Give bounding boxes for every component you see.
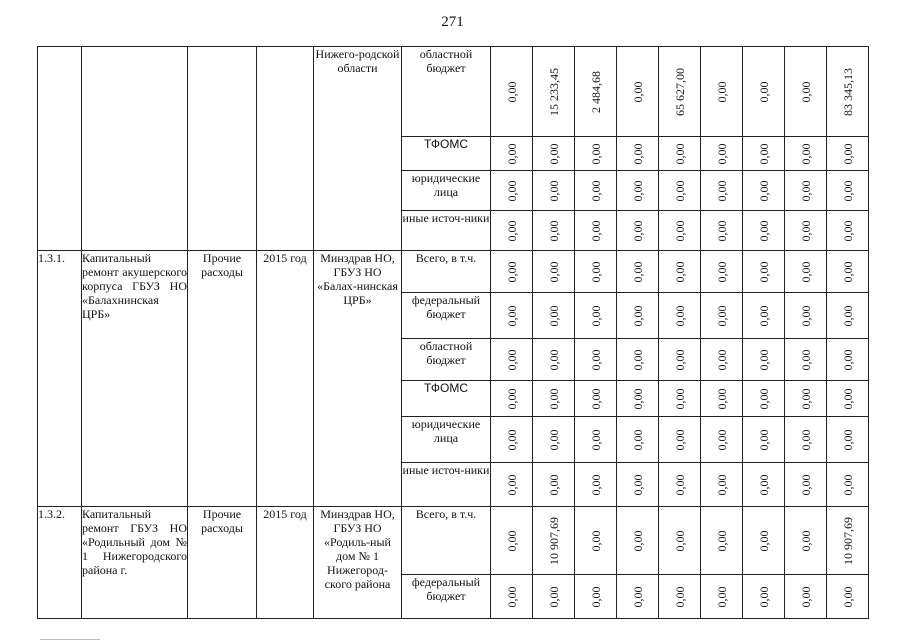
value-cell [659,417,701,463]
value-cell [659,137,701,171]
value-cell [827,339,869,381]
funding-source: федеральный бюджет [402,575,491,619]
value-cell [827,507,869,575]
value-cell [533,339,575,381]
value-text: 0,00 [546,305,561,326]
value-cell [533,507,575,575]
value-text: 0,00 [798,180,813,201]
value-text: 0,00 [504,261,519,282]
value-cell [533,137,575,171]
funding-source: федеральный бюджет [402,293,491,339]
value-text: 0,00 [798,429,813,450]
value-text: 0,00 [840,180,855,201]
funding-source: юридические лица [402,417,491,463]
value-cell [827,293,869,339]
value-text: 0,00 [504,474,519,495]
value-text: 0,00 [546,180,561,201]
funding-source: областной бюджет [402,339,491,381]
value-cell [701,171,743,211]
value-text: 0,00 [840,474,855,495]
value-cell [701,137,743,171]
value-text: 0,00 [756,180,771,201]
cell-number-blank [38,47,82,251]
value-text: 0,00 [672,530,687,551]
value-text: 0,00 [714,586,729,607]
value-cell [659,463,701,507]
value-cell [491,507,533,575]
budget-table [37,46,869,619]
value-text: 0,00 [840,429,855,450]
value-text: 10 907,69 [546,516,561,565]
value-text: 83 345,13 [840,67,855,116]
value-text: 0,00 [588,586,603,607]
value-cell [617,251,659,293]
value-text: 0,00 [672,429,687,450]
value-cell [701,293,743,339]
value-text: 0,00 [756,220,771,241]
value-text: 0,00 [840,586,855,607]
value-text: 0,00 [714,474,729,495]
value-cell [617,417,659,463]
value-text: 0,00 [756,261,771,282]
value-cell [785,211,827,251]
value-text: 0,00 [798,349,813,370]
value-text: 0,00 [546,220,561,241]
value-cell [617,575,659,619]
value-text: 0,00 [504,429,519,450]
value-text: 0,00 [840,261,855,282]
value-text: 0,00 [630,388,645,409]
table-row [38,47,869,137]
value-cell [533,293,575,339]
value-text: 0,00 [630,261,645,282]
value-text: 0,00 [840,349,855,370]
value-text: 0,00 [630,81,645,102]
value-cell [575,339,617,381]
value-cell [491,339,533,381]
value-text: 0,00 [672,349,687,370]
funding-source: иные источ-ники [402,463,491,507]
value-cell [701,47,743,137]
value-text: 0,00 [840,220,855,241]
value-text: 0,00 [672,220,687,241]
value-cell [659,211,701,251]
value-cell [701,575,743,619]
value-cell [617,211,659,251]
value-cell [533,171,575,211]
value-text: 0,00 [504,220,519,241]
value-cell [617,137,659,171]
value-text: 0,00 [588,429,603,450]
value-cell [617,339,659,381]
value-cell [659,507,701,575]
value-cell [491,251,533,293]
value-text: 0,00 [714,388,729,409]
value-text: 0,00 [714,349,729,370]
cell-expense-blank [188,47,257,251]
value-text: 2 484,68 [588,70,603,113]
value-text: 0,00 [756,586,771,607]
value-text: 0,00 [798,586,813,607]
value-text: 0,00 [588,474,603,495]
value-cell [827,47,869,137]
value-cell [743,463,785,507]
value-cell [491,463,533,507]
value-text: 0,00 [798,305,813,326]
value-text: 0,00 [504,305,519,326]
value-text: 0,00 [798,261,813,282]
value-text: 0,00 [798,474,813,495]
value-text: 0,00 [714,143,729,164]
value-text: 0,00 [588,180,603,201]
value-text: 0,00 [504,349,519,370]
table-body [38,47,869,619]
item-year: 2015 год [257,507,314,619]
value-cell [827,381,869,417]
value-cell [533,575,575,619]
value-cell [701,463,743,507]
value-cell [533,47,575,137]
value-text: 0,00 [588,305,603,326]
value-cell [743,381,785,417]
item-year: 2015 год [257,251,314,507]
value-text: 0,00 [672,180,687,201]
value-text: 0,00 [504,143,519,164]
value-text: 0,00 [588,349,603,370]
value-cell [659,381,701,417]
value-text: 0,00 [798,388,813,409]
value-text: 0,00 [630,474,645,495]
value-cell [785,381,827,417]
value-text: 0,00 [546,429,561,450]
value-cell [743,507,785,575]
value-text: 0,00 [630,305,645,326]
value-cell [785,251,827,293]
table-row [38,507,869,575]
value-text: 0,00 [630,143,645,164]
value-cell [575,137,617,171]
value-text: 0,00 [756,305,771,326]
funding-source: юридические лица [402,171,491,211]
value-cell [827,211,869,251]
value-cell [743,171,785,211]
cell-name-blank [82,47,188,251]
value-cell [575,507,617,575]
value-text: 0,00 [630,429,645,450]
value-cell [785,507,827,575]
cell-year-blank [257,47,314,251]
value-text: 0,00 [546,388,561,409]
value-cell [575,575,617,619]
value-text: 0,00 [714,220,729,241]
value-cell [617,507,659,575]
value-cell [575,417,617,463]
value-cell [617,47,659,137]
value-cell [701,339,743,381]
value-text: 0,00 [756,143,771,164]
value-cell [659,171,701,211]
value-cell [743,417,785,463]
value-text: 0,00 [504,586,519,607]
value-text: 0,00 [630,586,645,607]
value-text: 0,00 [756,474,771,495]
value-cell [575,211,617,251]
value-cell [533,417,575,463]
value-text: 65 627,00 [672,67,687,116]
value-cell [785,575,827,619]
value-cell [617,171,659,211]
value-text: 0,00 [630,180,645,201]
value-cell [659,339,701,381]
value-cell [617,463,659,507]
value-text: 0,00 [756,349,771,370]
page-number: 271 [441,14,464,30]
value-cell [827,417,869,463]
value-cell [743,137,785,171]
value-text: 0,00 [798,81,813,102]
value-cell [827,251,869,293]
value-cell [743,293,785,339]
value-text: 0,00 [588,220,603,241]
value-text: 0,00 [504,81,519,102]
value-cell [827,575,869,619]
value-text: 0,00 [840,143,855,164]
funding-source: иные источ-ники [402,211,491,251]
value-cell [491,47,533,137]
value-text: 0,00 [504,180,519,201]
value-cell [785,293,827,339]
value-cell [659,575,701,619]
value-text: 0,00 [714,305,729,326]
value-cell [785,47,827,137]
value-cell [491,417,533,463]
value-cell [575,251,617,293]
funding-source: областной бюджет [402,47,491,137]
value-cell [785,171,827,211]
value-cell [701,251,743,293]
item-name: Капитальный ремонт акушерского корпуса ГБУЗ НО «Балахнинская ЦРБ» [82,251,188,507]
value-cell [785,463,827,507]
value-text: 0,00 [630,349,645,370]
value-cell [701,211,743,251]
value-cell [491,171,533,211]
table-row [38,251,869,293]
value-text: 0,00 [840,388,855,409]
value-cell [701,507,743,575]
value-text: 0,00 [714,429,729,450]
value-cell [743,339,785,381]
value-text: 0,00 [546,143,561,164]
value-cell [491,575,533,619]
value-cell [491,293,533,339]
item-number: 1.3.1. [38,251,82,507]
value-text: 0,00 [546,586,561,607]
value-text: 0,00 [672,586,687,607]
item-name: Капитальный ремонт ГБУЗ НО «Родильный дом № 1 Нижегородского района г. [82,507,188,619]
value-text: 0,00 [840,305,855,326]
item-expense-type: Прочие расходы [188,507,257,619]
value-text: 0,00 [588,388,603,409]
value-cell [617,381,659,417]
value-cell [785,137,827,171]
item-number: 1.3.2. [38,507,82,619]
value-cell [575,47,617,137]
value-cell [743,575,785,619]
value-text: 0,00 [672,388,687,409]
value-cell [785,417,827,463]
value-cell [701,417,743,463]
value-cell [701,381,743,417]
funding-source: ТФОМС [402,381,491,417]
value-text: 0,00 [714,530,729,551]
funding-source: Всего, в т.ч. [402,251,491,293]
value-cell [743,211,785,251]
value-cell [617,293,659,339]
value-cell [491,381,533,417]
value-text: 0,00 [588,530,603,551]
item-executor: Нижего-родской области [314,47,402,251]
value-cell [533,251,575,293]
value-cell [827,463,869,507]
value-cell [827,171,869,211]
value-text: 0,00 [504,530,519,551]
value-text: 0,00 [546,349,561,370]
value-text: 0,00 [714,81,729,102]
value-cell [575,381,617,417]
value-text: 0,00 [672,261,687,282]
value-text: 0,00 [756,429,771,450]
value-text: 10 907,69 [840,516,855,565]
value-text: 0,00 [714,261,729,282]
funding-source: ТФОМС [402,137,491,171]
item-expense-type: Прочие расходы [188,251,257,507]
value-cell [491,137,533,171]
value-cell [743,47,785,137]
value-cell [491,211,533,251]
value-text: 0,00 [546,261,561,282]
value-text: 0,00 [672,143,687,164]
value-cell [827,137,869,171]
value-cell [659,293,701,339]
value-cell [743,251,785,293]
funding-source: Всего, в т.ч. [402,507,491,575]
value-text: 0,00 [672,305,687,326]
value-text: 0,00 [546,474,561,495]
value-text: 0,00 [756,388,771,409]
value-cell [575,463,617,507]
value-text: 0,00 [630,530,645,551]
value-text: 0,00 [756,81,771,102]
value-text: 0,00 [630,220,645,241]
value-text: 0,00 [504,388,519,409]
value-text: 15 233,45 [546,67,561,116]
value-cell [659,251,701,293]
value-text: 0,00 [714,180,729,201]
value-text: 0,00 [672,474,687,495]
item-executor: Минздрав НО, ГБУЗ НО «Балах-нинская ЦРБ» [314,251,402,507]
value-cell [533,381,575,417]
value-text: 0,00 [798,220,813,241]
value-text: 0,00 [756,530,771,551]
value-text: 0,00 [588,143,603,164]
item-executor: Минздрав НО, ГБУЗ НО «Родиль-ный дом № 1 Нижегород-ского района [314,507,402,619]
value-text: 0,00 [588,261,603,282]
value-text: 0,00 [798,530,813,551]
value-text: 0,00 [798,143,813,164]
value-cell [533,463,575,507]
value-cell [575,293,617,339]
value-cell [659,47,701,137]
value-cell [575,171,617,211]
value-cell [785,339,827,381]
value-cell [533,211,575,251]
